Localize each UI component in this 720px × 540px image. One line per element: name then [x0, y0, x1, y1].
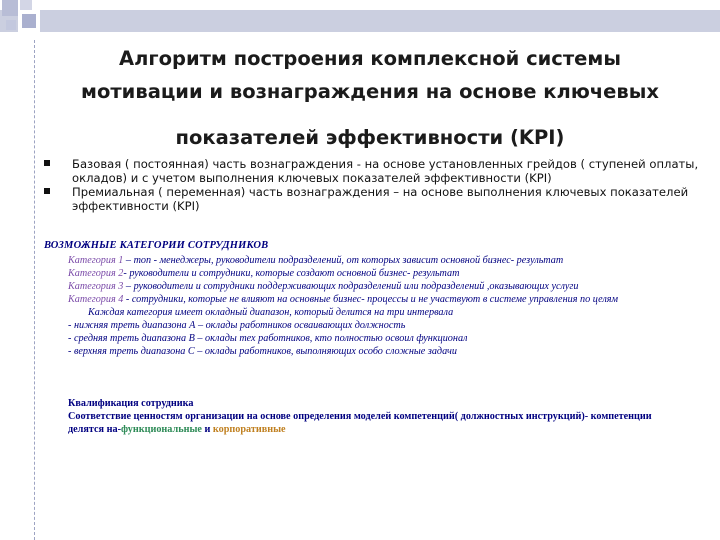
deco-square-3 [6, 20, 16, 30]
category-3 [68, 280, 708, 293]
slide-title [40, 42, 700, 154]
qualification-block [68, 397, 668, 436]
corporate-word: корпоративные [212, 424, 286, 435]
bullet-item [44, 185, 704, 213]
and-word: и [201, 424, 213, 435]
salary-range-b: - средняя треть диапазона В – оклады тех работников, кто полностью освоил функционал [68, 333, 468, 344]
category-2 [68, 267, 708, 280]
category-1 [68, 254, 708, 267]
header-band [0, 10, 720, 32]
vertical-dashed-line [34, 40, 35, 540]
category-2-label: Категория 2 [68, 268, 124, 279]
category-4 [68, 293, 708, 306]
deco-square-1 [2, 0, 18, 16]
qualification-text [68, 410, 668, 436]
functional-word: функциональные [120, 424, 202, 435]
title-line-2: мотивации и вознаграждения на основе ключевых [81, 80, 659, 103]
title-line-1: Алгоритм построения комплексной системы [119, 47, 621, 70]
category-1-label: Категория 1 [68, 255, 124, 266]
category-4-label: Категория 4 [68, 294, 124, 305]
deco-square-2 [20, 0, 32, 10]
category-3-text: – руководители и сотрудники поддерживающих подразделений или подразделений ,оказывающих услуги [123, 281, 579, 292]
qualification-body: Соответствие ценностям организации на основе определения моделей компетенций( должностных инструкций)- компетенции делятся на- [68, 411, 652, 435]
bullet-text: Базовая ( постоянная) часть вознаграждения - на основе установленных грейдов ( ступеней оплаты, окладов) и с учетом выполнения ключевых показателей эффективности (KPI) [72, 157, 699, 185]
category-3-label: Категория 3 [68, 281, 124, 292]
salary-range-c: - верхняя треть диапазона С – оклады работников, выполняющих особо сложные задачи [68, 346, 458, 357]
bullet-text: Премиальная ( переменная) часть вознаграждения – на основе выполнения ключевых показателей эффективности (KPI) [72, 185, 689, 213]
category-4-text: - сотрудники, которые не влияют на основные бизнес- процессы и не участвуют в системе управления по целям [123, 294, 619, 305]
salary-range-note: Каждая категория имеет окладный диапазон, который делится на три интервала [88, 307, 454, 318]
bullet-item [44, 157, 704, 185]
categories-heading: ВОЗМОЖНЫЕ КАТЕГОРИИ СОТРУДНИКОВ [44, 240, 269, 251]
bullet-square-icon [44, 160, 50, 166]
category-2-text: - руководители и сотрудники, которые создают основной бизнес- результат [123, 268, 460, 279]
title-line-3: показателей эффективности (KPI) [175, 126, 565, 149]
deco-square-4 [22, 14, 36, 28]
bullet-square-icon [44, 188, 50, 194]
bullet-list [44, 157, 704, 213]
salary-range-a: - нижняя треть диапазона А – оклады работников осваивающих должность [68, 320, 406, 331]
category-1-text: – топ - менеджеры, руководители подразделений, от которых зависит основной бизнес- результат [123, 255, 564, 266]
categories-list [68, 254, 708, 358]
qualification-heading: Квалификация сотрудника [68, 398, 194, 409]
